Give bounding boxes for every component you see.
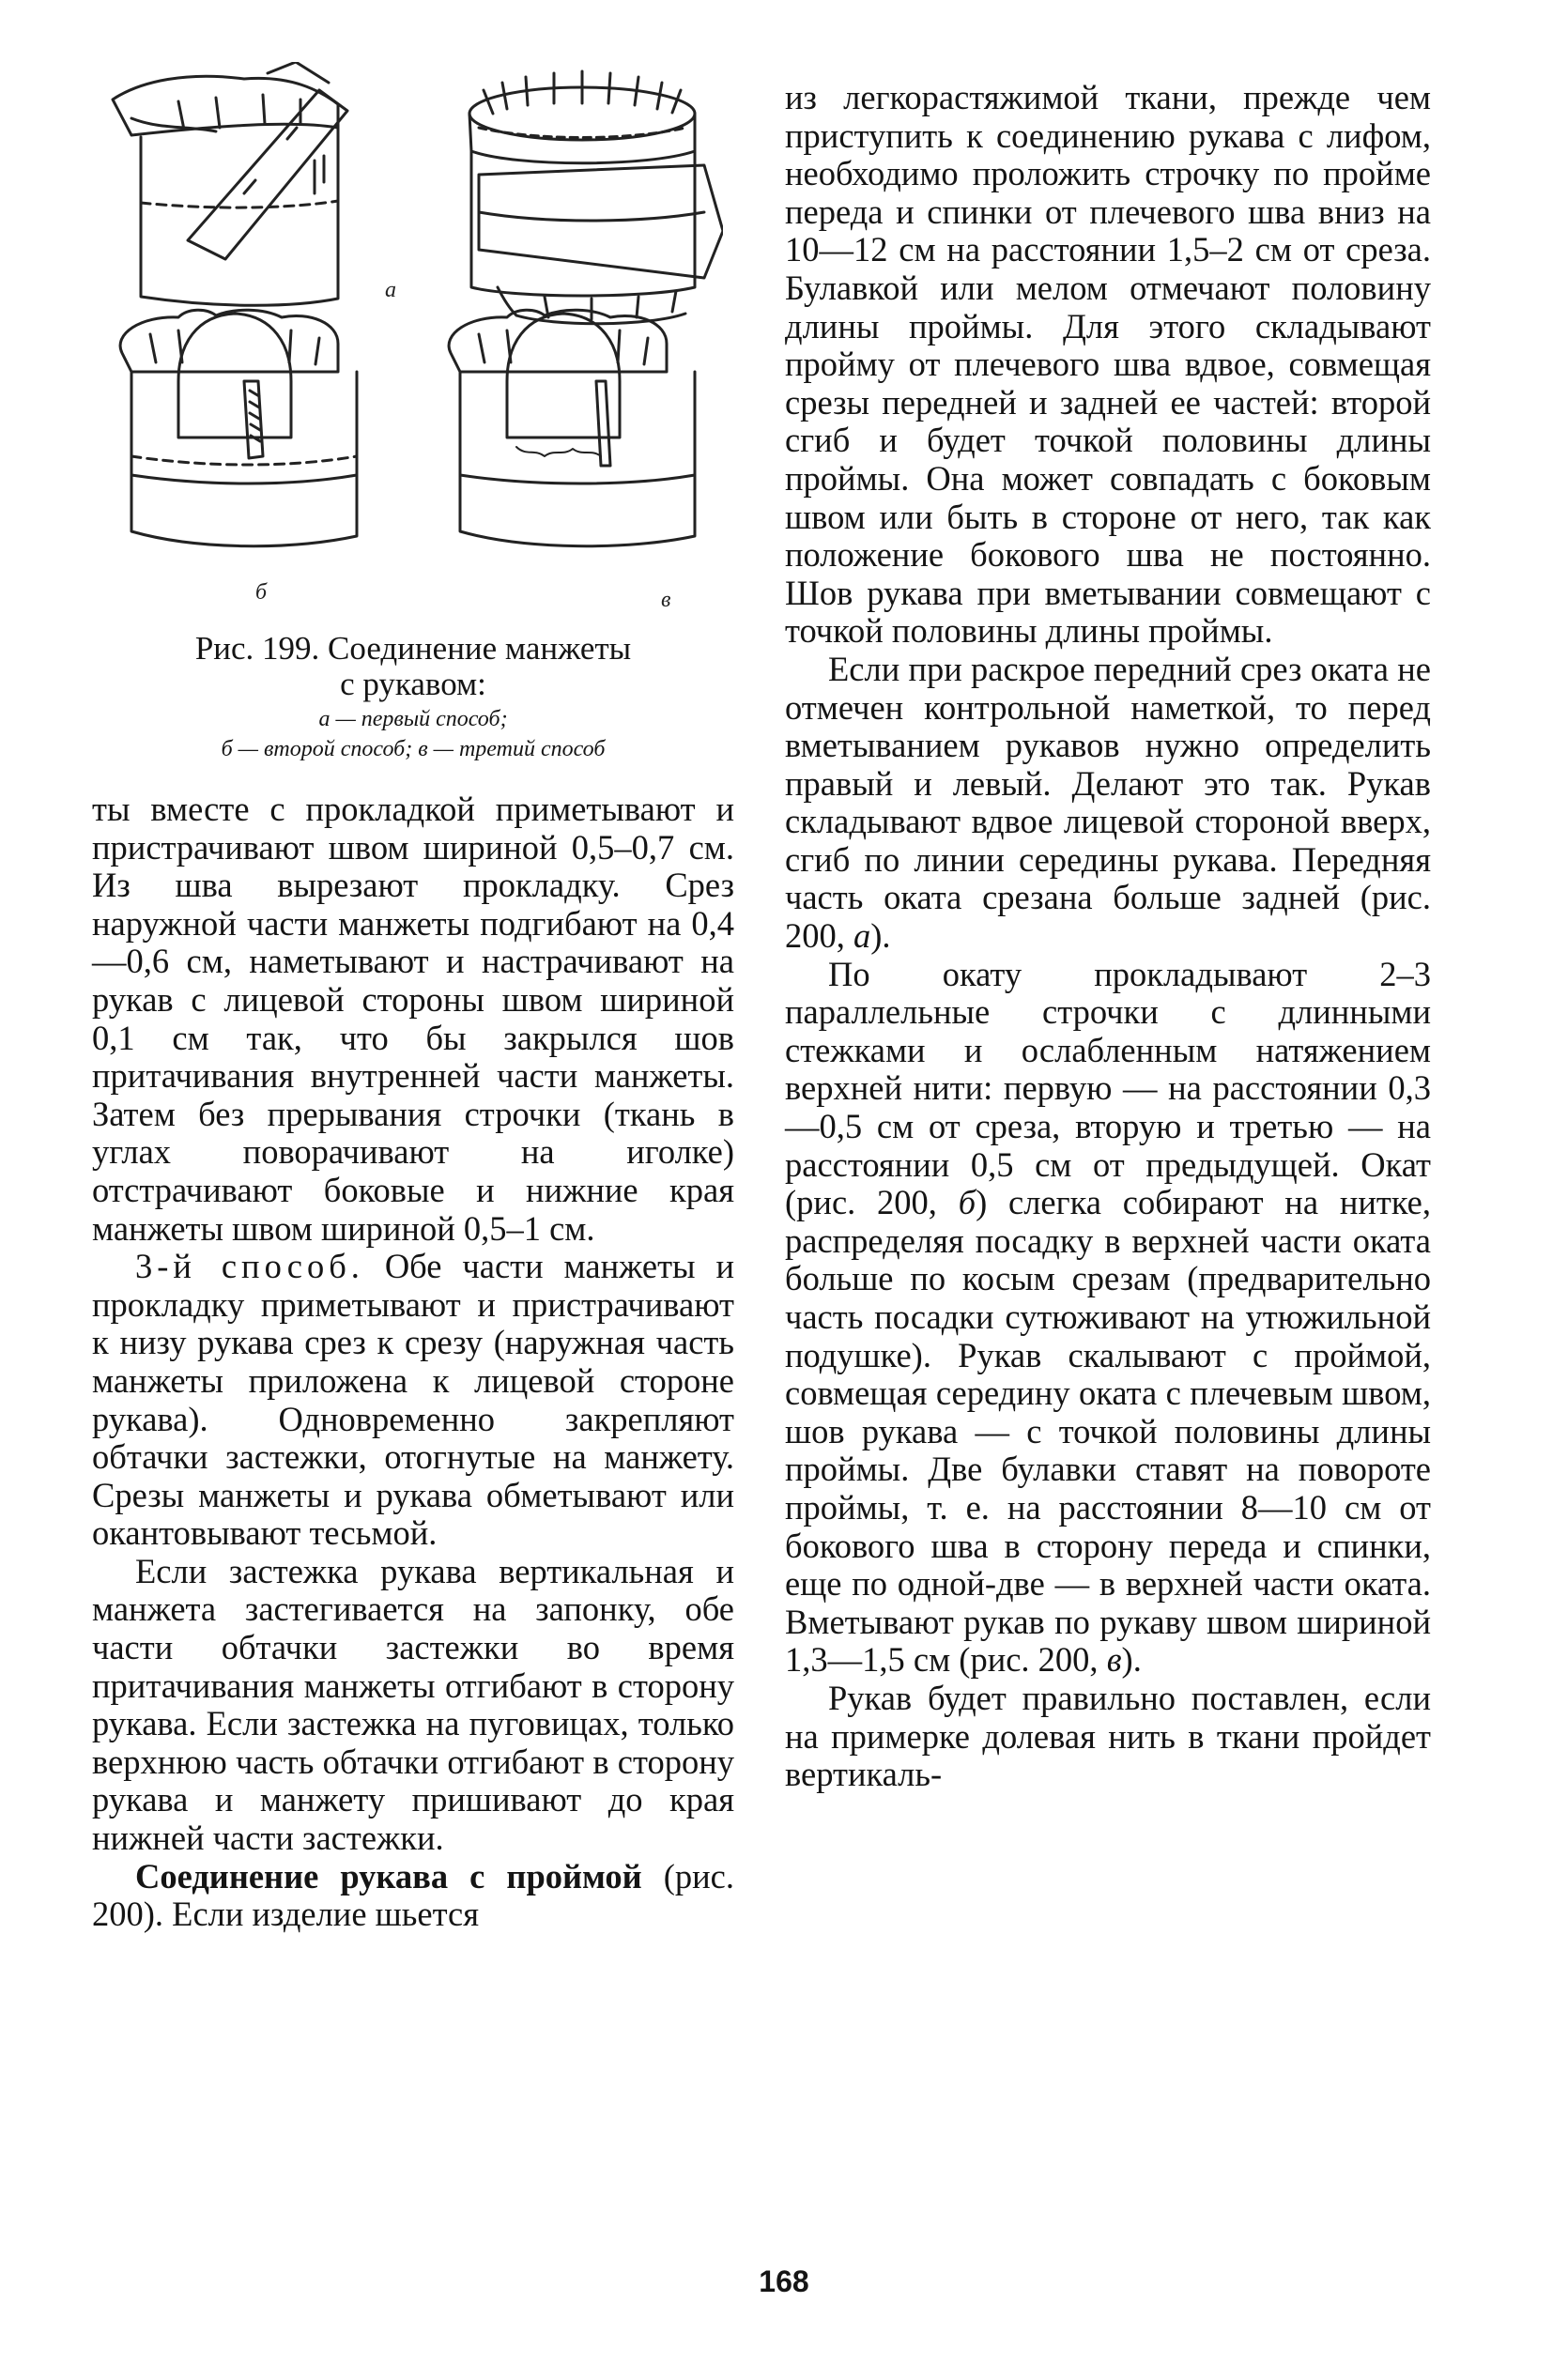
drawing-b [120,310,357,545]
method-3-lead: 3-й способ. [135,1247,364,1286]
left-paragraph-3: Если застежка рукава вертикальная и манжета застегивается на запонку, обе части обтачки застежки во время притачивания манжеты отгибают в сторону рукава. Если застежка на пуговицах, только верхнюю часть обтачки отгибают в сторону рукава и манжету пришивают до края нижней части застежки. [92,1551,734,1858]
caption-legend-line2: б — второй способ; в — третий способ [221,737,606,761]
cuff-sleeve-drawings [103,62,723,616]
right-paragraph-4: Рукав будет правильно поставлен, если на примерке долевая нить в ткани пройдет вертикаль- [785,1678,1431,1794]
figure-letter-v: в [661,588,671,612]
figure-letter-a: а [385,278,396,302]
caption-title-line2: с рукавом: [340,666,486,702]
left-paragraph-4 [92,1858,734,1934]
left-paragraph-2 [92,1248,734,1553]
section-heading-continuation: (рис. 200). Если изделие шьется [92,1856,734,1934]
right-paragraph-3-middle: ) слегка собирают на нитке, распределяя посадку в верхней части оката больше по косым срезам (предварительно часть посадки сутюживают на утюжильной подушке). Рукав скалывают с проймой, совмещая середину оката с плечевым швом, шов рукава — с точкой половины длины проймы. Две булавки ставят на повороте проймы, т. е. на расстоянии 8—10 см от бокового шва в сторону переда и спинки, еще по одной-две — в верхней части оката. Вметывают рукав по рукаву швом шириной 1,3—1,5 см (рис. 200, [785,1183,1431,1680]
section-heading: Соединение рукава с проймой [135,1856,642,1896]
page-number: 168 [759,2264,809,2298]
caption-title-line1: Рис. 199. Соединение манжеты [194,630,632,667]
left-text-column [92,790,734,1934]
right-paragraph-2-text: Если при раскрое передний срез оката не отмечен контрольной наметкой, то перед вметыванием рукавов нужно определить правый и левый. Делают это так. Рукав складывают вдвое лицевой стороной вверх, сгиб по линии середины рукава. Передняя часть оката срезана больше задней (рис. 200, [785,649,1431,956]
right-paragraph-3-end: ). [1121,1640,1142,1680]
method-3-text: Обе части манжеты и прокладку приметывают и пристрачивают к низу рукава срез к срезу (наружная часть манжеты приложена к лицевой стороне рукава). Одновременно закрепляют обтачки застежки, отогнутые на манжету. Срезы манжеты и рукава обметывают или окантовывают тесьмой. [92,1247,734,1553]
drawing-a-pins [469,71,723,324]
right-text-column [785,79,1431,1794]
right-paragraph-3 [785,956,1431,1680]
figure-ref-b: б [958,1183,976,1222]
right-paragraph-1: из легкорастяжимой ткани, прежде чем приступить к соединению рукава с лифом, необходимо проложить строчку по пройме переда и спинки от плечевого шва вниз на 10—12 см на расстоянии 1,5–2 см от среза. Булавкой или мелом отмечают половину длины проймы. Для этого складывают пройму от плечевого шва вдвое, совмещая срезы передней и задней ее частей: второй сгиб и будет точкой половины длины проймы. Она может совпадать с боковым швом или быть в стороне от него, так как положение бокового шва не постоянно. Шов рукава при вметывании совмещают с точкой половины длины проймы. [785,78,1431,651]
right-paragraph-3-text: По окату прокладывают 2–3 параллельные строчки с длинными стежками и ослабленным натяжением верхней нити: первую — на расстоянии 0,3—0,5 см от среза, вторую и третью — на расстоянии 0,5 см от предыдущей. Окат (рис. 200, [785,954,1431,1222]
figure-ref-v: в [1106,1640,1122,1680]
figure-letter-b: б [255,580,268,605]
left-paragraph-1: ты вместе с прокладкой приметывают и пристрачивают швом шириной 0,5–0,7 см. Из шва вырезают прокладку. Срез наружной части манжеты подгибают на 0,4—0,6 см, наметывают и настрачивают на рукав с лицевой стороны швом шириной 0,1 см так, что бы закрылся шов притачивания внутренней части манжеты. Затем без прерывания строчки (ткань в углах поворачивают на иголке) отстрачивают боковые и нижние края манжеты швом шириной 0,5–1 см. [92,790,734,1248]
figure-ref-a: а [853,916,871,956]
drawing-v [449,310,695,545]
drawing-a [113,62,347,305]
right-paragraph-2 [785,651,1431,956]
right-paragraph-2-end: ). [870,916,891,956]
figure-caption [92,631,734,762]
figure-199-illustration [103,62,723,616]
caption-legend-line1: а — первый способ; [318,707,508,731]
